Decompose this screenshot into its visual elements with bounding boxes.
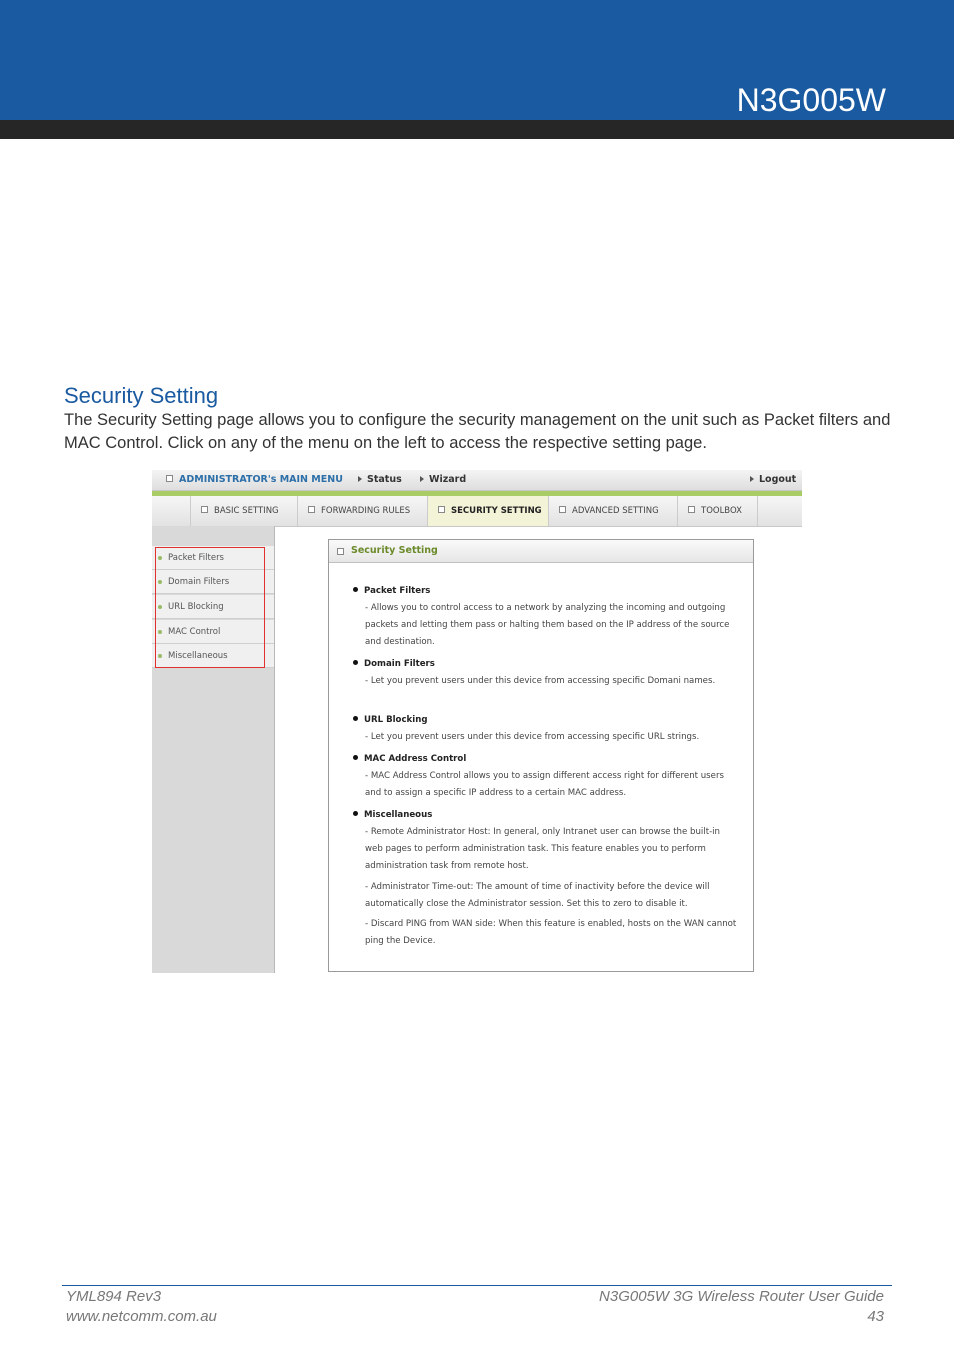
router-tabs (152, 496, 802, 527)
entry-description: - Administrator Time-out: The amount of time of inactivity before the device will automatically close the Administrator session. Set this to zero to disable it. (365, 882, 710, 909)
header-dark-strip (0, 120, 954, 139)
sidebar-item-domain-filters[interactable]: Domain Filters (152, 570, 274, 594)
section-title: Security Setting (64, 383, 219, 408)
square-icon (166, 475, 173, 482)
router-topbar (152, 470, 802, 491)
entry-domain-filters: Domain Filters (353, 659, 435, 669)
bullet-icon (353, 716, 358, 721)
square-icon (438, 506, 445, 513)
highlight-box (155, 547, 265, 668)
doc-code: YML894 Rev3 (66, 1288, 162, 1305)
router-ui-screenshot (152, 470, 802, 973)
bullet-icon (353, 587, 358, 592)
bullet-icon (353, 811, 358, 816)
sidebar-item-url-blocking[interactable]: URL Blocking (152, 595, 274, 619)
square-icon (308, 506, 315, 513)
entry-packet-filters: Packet Filters (353, 586, 430, 596)
arrow-right-icon (420, 476, 424, 482)
tab-advanced-setting[interactable]: ADVANCED SETTING (548, 496, 677, 526)
square-icon (559, 506, 566, 513)
sidebar-item-miscellaneous[interactable]: Miscellaneous (152, 644, 274, 668)
square-icon (337, 548, 344, 555)
square-icon (688, 506, 695, 513)
entry-description: - Remote Administrator Host: In general, only Intranet user can browse the built-in web pages to perform administration task. This feature enables you to perform administration task from remote host. (365, 827, 721, 871)
entry-description: - MAC Address Control allows you to assign different access right for different users and to assign a specific IP address to a certain MAC address. (365, 771, 724, 798)
arrow-right-icon (358, 476, 362, 482)
security-setting-panel (328, 539, 754, 972)
wizard-link[interactable]: Wizard (420, 474, 466, 485)
panel-title: Security Setting (351, 545, 438, 556)
tab-security-setting[interactable]: SECURITY SETTING (427, 496, 548, 526)
guide-title: N3G005W 3G Wireless Router User Guide (599, 1288, 884, 1305)
arrow-right-icon (750, 476, 754, 482)
sidebar-item-mac-control[interactable]: MAC Control (152, 620, 274, 644)
tab-forwarding-rules[interactable]: FORWARDING RULES (297, 496, 427, 526)
status-link[interactable]: Status (358, 474, 402, 485)
entry-miscellaneous: Miscellaneous (353, 810, 432, 820)
sidebar-item-packet-filters[interactable]: Packet Filters (152, 546, 274, 570)
entry-mac-address-control: MAC Address Control (353, 754, 466, 764)
entry-description: - Discard PING from WAN side: When this feature is enabled, hosts on the WAN cannot ping the Device. (365, 919, 737, 946)
section-intro: The Security Setting page allows you to configure the security management on the unit such as Packet filters and MAC Control. Click on any of the menu on the left to access the respective setting page. (64, 411, 891, 452)
tab-basic-setting[interactable]: BASIC SETTING (190, 496, 297, 526)
footer-divider (62, 1285, 892, 1286)
entry-description: - Let you prevent users under this device from accessing specific Domani names. (365, 676, 716, 686)
website: www.netcomm.com.au (66, 1308, 217, 1325)
entry-description: - Let you prevent users under this device from accessing specific URL strings. (365, 732, 700, 742)
entry-description: - Allows you to control access to a network by analyzing the incoming and outgoing packets and letting them pass or halting them based on the IP address of the source and destination. (365, 603, 730, 647)
admin-main-menu-link[interactable]: ADMINISTRATOR's MAIN MENU (166, 474, 343, 485)
entry-url-blocking: URL Blocking (353, 715, 428, 725)
page-number: 43 (867, 1308, 884, 1325)
square-icon (201, 506, 208, 513)
model-name: N3G005W (736, 82, 886, 118)
tab-toolbox[interactable]: TOOLBOX (677, 496, 758, 526)
logout-link[interactable]: Logout (750, 474, 796, 485)
bullet-icon (353, 755, 358, 760)
bullet-icon (353, 660, 358, 665)
panel-header (329, 540, 753, 563)
